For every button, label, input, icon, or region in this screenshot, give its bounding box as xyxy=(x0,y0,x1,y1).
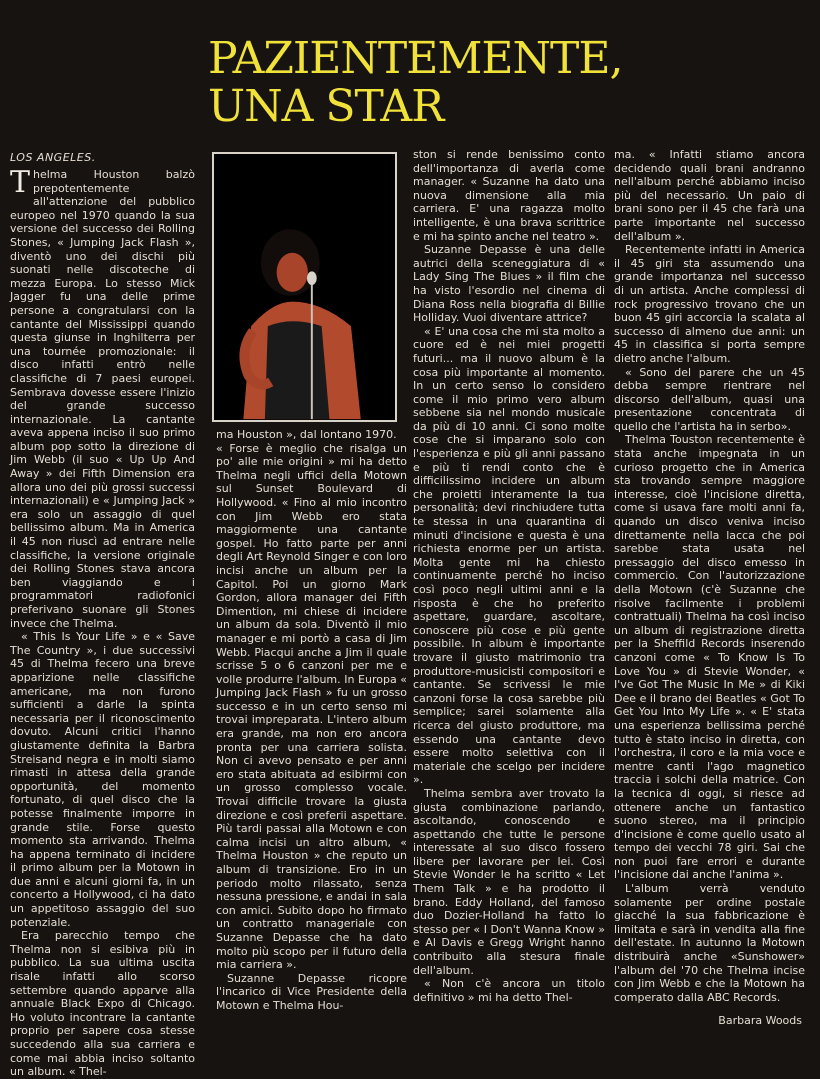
paragraph: « Non c'è ancora un titolo definitivo » mi ha detto Thel- xyxy=(413,977,605,1004)
article-column-3 xyxy=(413,148,605,1034)
paragraph xyxy=(10,165,195,630)
dateline: LOS ANGELES. xyxy=(10,151,96,164)
paragraph: « Forse è meglio che risalga un po' alle mie origini » mi ha detto Thelma negli uffici della Motown sul Sunset Boulevard di Hollywood. « Fino al mio incontro con Jim Webb ero stata maggiormente una cantante gospel. Ho fatto parte per anni degli Art Reynold Singer e con loro incisi anche un album per la Capitol. Poi un giorno Mark Gordon, allora manager dei Fifth Dimention, mi chiese di incidere un album da sola. Diventò il mio manager e mi portò a casa di Jim Webb. Piacqui anche a Jim il quale scrisse 5 o 6 canzoni per me e volle produrre l'album. In Europa « Jumping Jack Flash » fu un grosso successo e in un certo senso mi trovai impreparata. L'intero album era grande, ma non ero ancora pronta per una carriera solista. Non ci avevo pensato e per anni ero stata abituata ad esibirmi con un grosso complesso vocale. Trovai difficile trovare la giusta direzione e così preferii aspettare. Più tardi passai alla Motown e con calma incisi un altro album, « Thelma Houston » che reputo un album di transizione. Ero in un periodo molto rilassato, senza nessuna pressione, e andai in sala con amici. Subito dopo ho firmato un contratto manageriale con Suzanne Depasse che ha dato molto più scopo per il futuro della mia carriera ». xyxy=(216,441,407,972)
drop-cap: T xyxy=(10,165,31,200)
byline: Barbara Woods xyxy=(718,1014,802,1027)
paragraph: Thelma Touston recentemente è stata anche impegnata in un curioso progetto che in America sta trovando sempre maggiore interesse, cioè l'incisione diretta, come si usava fare molti anni fa, quando un disco veniva inciso direttamente nella lacca che poi sarebbe stata usata nel pressaggio del disco emesso in commercio. Con l'autorizzazione della Motown (c'è Suzanne che risolve facilmente i problemi contrattuali) Thelma ha così inciso un album di registrazione diretta per la Sheffild Records inserendo canzoni come « To Know Is To Love You » di Stevie Wonder, « I've Got The Music In Me » di Kiki Dee e il brano dei Beatles « Got To Get You Into My Life ». « E' stata una esperienza bellissima perché tutto è stato inciso in diretta, con l'orchestra, il coro e la mia voce e mentre canti l'ago magnetico traccia i solchi della matrice. Con la tecnica di oggi, si riesce ad ottenere anche un fantastico suono stereo, ma il principio d'incisione è come quello usato al tempo dei vecchi 78 giri. Sai che non puoi fare errori e durante l'incisione dai anche l'anima ». xyxy=(614,433,805,882)
paragraph: ma Houston », dal lontano 1970. xyxy=(216,428,397,441)
paragraph: Thelma sembra aver trovato la giusta combinazione parlando, ascoltando, conoscendo e aspettando che tutte le persone interessate al suo disco fossero libere per lavorare per lei. Così Stevie Wonder le ha scritto « Let Them Talk » e ha prodotto il brano. Eddy Holland, del famoso duo Dozier-Holland ha fatto lo stesso per « I Don't Wanna Know » e Al Davis e Gregg Wright hanno contribuito alla stesura finale dell'album. xyxy=(413,786,605,977)
headline-line-2: UNA STAR xyxy=(208,81,444,132)
paragraph: ston si rende benissimo conto dell'importanza di averla come manager. « Suzanne ha dato una nuova dimensione alla mia carriera. E' una ragazza molto intelligente, è una brava scrittrice e mi ha spinto anche nel teatro ». xyxy=(413,148,605,243)
paragraph: « Sono del parere che un 45 debba sempre rientrare nel discorso dell'album, quasi una presentazione concentrata di quello che l'artista ha in serbo». xyxy=(614,365,805,433)
article-column-4 xyxy=(614,148,805,1008)
paragraph: L'album verrà venduto solamente per ordine postale giacché la sua fabbricazione è limitata e sarà in vendita alla fine dell'estate. In autunno la Motown distribuirà anche «Sunshower» l'album del '70 che Thelma incise con Jim Webb e che la Motown ha comperato dalla ABC Records. xyxy=(614,882,805,1004)
article-column-2 xyxy=(216,428,407,1034)
paragraph: ma. « Infatti stiamo ancora decidendo quali brani andranno nell'album perché abbiamo inciso più del necessario. Un paio di brani sono per il 45 che farà una parte importante nel successo dell'album ». xyxy=(614,148,805,243)
paragraph: Era parecchio tempo che Thelma non si esibiva più in pubblico. La sua ultima uscita risale infatti allo scorso settembre quando apparve alla annuale Black Expo di Chicago. Ho voluto incontrare la cantante proprio per sapere cosa stesse succedendo alla sua carriera e come mai abbia inciso soltanto un album. « Thel- xyxy=(10,929,195,1079)
paragraph: Suzanne Depasse ricopre l'incarico di Vice Presidente della Motown e Thelma Hou- xyxy=(216,971,407,1012)
paragraph: « E' una cosa che mi sta molto a cuore ed è nei miei progetti futuri... ma il nuovo album è la cosa più importante al momento. In un certo senso lo considero come il mio primo vero album sebbene sia nel mondo musicale da più di 10 anni. Ci sono molte cose che si imparano solo con l'esperienza e più gli anni passano e più ti rendi conto che è difficilissimo incidere un album che proietti interamente la tua personalità; devi rinchiudere tutta te stessa in una quarantina di minuti d'incisione e questa è una richiesta enorme per un artista. Molta gente mi ha chiesto continuamente perché ho inciso così poco negli ultimi anni e la risposta è che ho preferito aspettare, guardare, ascoltare, conoscere più cose e più gente possibile. In album è importante trovare il giusto matrimonio tra produttore-musicisti compositori e cantante. Se scrivessi le mie canzoni forse la cosa sarebbe più semplice; sarei solamente alla ricerca del giusto produttore, ma essendo una cantante devo essere molto selettiva con il materiale che scelgo per incidere ». xyxy=(413,324,605,787)
paragraph: « This Is Your Life » e « Save The Country », i due successivi 45 di Thelma fecero una breve apparizione nelle classifiche americane, ma non furono sufficienti a darle la spinta necessaria per il riconoscimento dovuto. Alcuni critici l'hanno giustamente definita la Barbra Streisand negra e in molti siamo rimasti in attesa della grande opportunità, del momento fortunato, di quel disco che la potesse finalmente imporre in grande stile. Forse questo momento sta arrivando. Thelma ha appena terminato di incidere il primo album per la Motown in due anni e alcuni giorni fa, in un concerto a Hollywood, ci ha dato un appetitoso assaggio del suo potenziale. xyxy=(10,630,195,929)
paragraph: Suzanne Depasse è una delle autrici della sceneggiatura di « Lady Sing The Blues » il film che ha visto l'esordio nel cinema di Diana Ross nella biografia di Billie Holliday. Vuoi diventare attrice? xyxy=(413,243,605,325)
headline-line-1: PAZIENTEMENTE, xyxy=(208,33,623,84)
singer-photo xyxy=(212,152,397,422)
article-column-1 xyxy=(10,165,195,1079)
paragraph-text: helma Houston balzò prepotentemente all'attenzione del pubblico europeo nel 1970 quando la sua versione del successo dei Rolling Stones, « Jumping Jack Flash », diventò uno dei dischi più suonati nelle discoteche di mezza Europa. Lo stesso Mick Jagger fu una delle prime persone a congratularsi con la cantante del Mississippi quando questa giunse in Inghilterra per una tournée promozionale: il disco infatti entrò nelle classifiche di 7 paesi europei. Sembrava dovesse essere l'inizio del grande successo internazionale. La cantante aveva appena inciso il suo primo album pop sotto la direzione di Jim Webb (il suo « Up Up And Away » dei Fifth Dimension era allora uno dei più grossi successi internazionali) e « Jumping Jack » era solo un assaggio di quel bellissimo album. Ma in America il 45 non riuscì ad entrare nelle classifiche, la versione originale dei Rolling Stones stava ancora ben viaggiando e i programmatori radiofonici preferivano suonare gli Stones invece che Thelma. xyxy=(10,168,195,630)
singer-with-microphone-photo xyxy=(214,154,395,420)
paragraph: Recentemente infatti in America il 45 giri sta assumendo una grande importanza nel successo di un artista. Anche complessi di rock progressivo trovano che un buon 45 giri accorcia la scalata al successo di almeno due anni: un 45 in classifica si porta sempre dietro anche l'album. xyxy=(614,243,805,365)
